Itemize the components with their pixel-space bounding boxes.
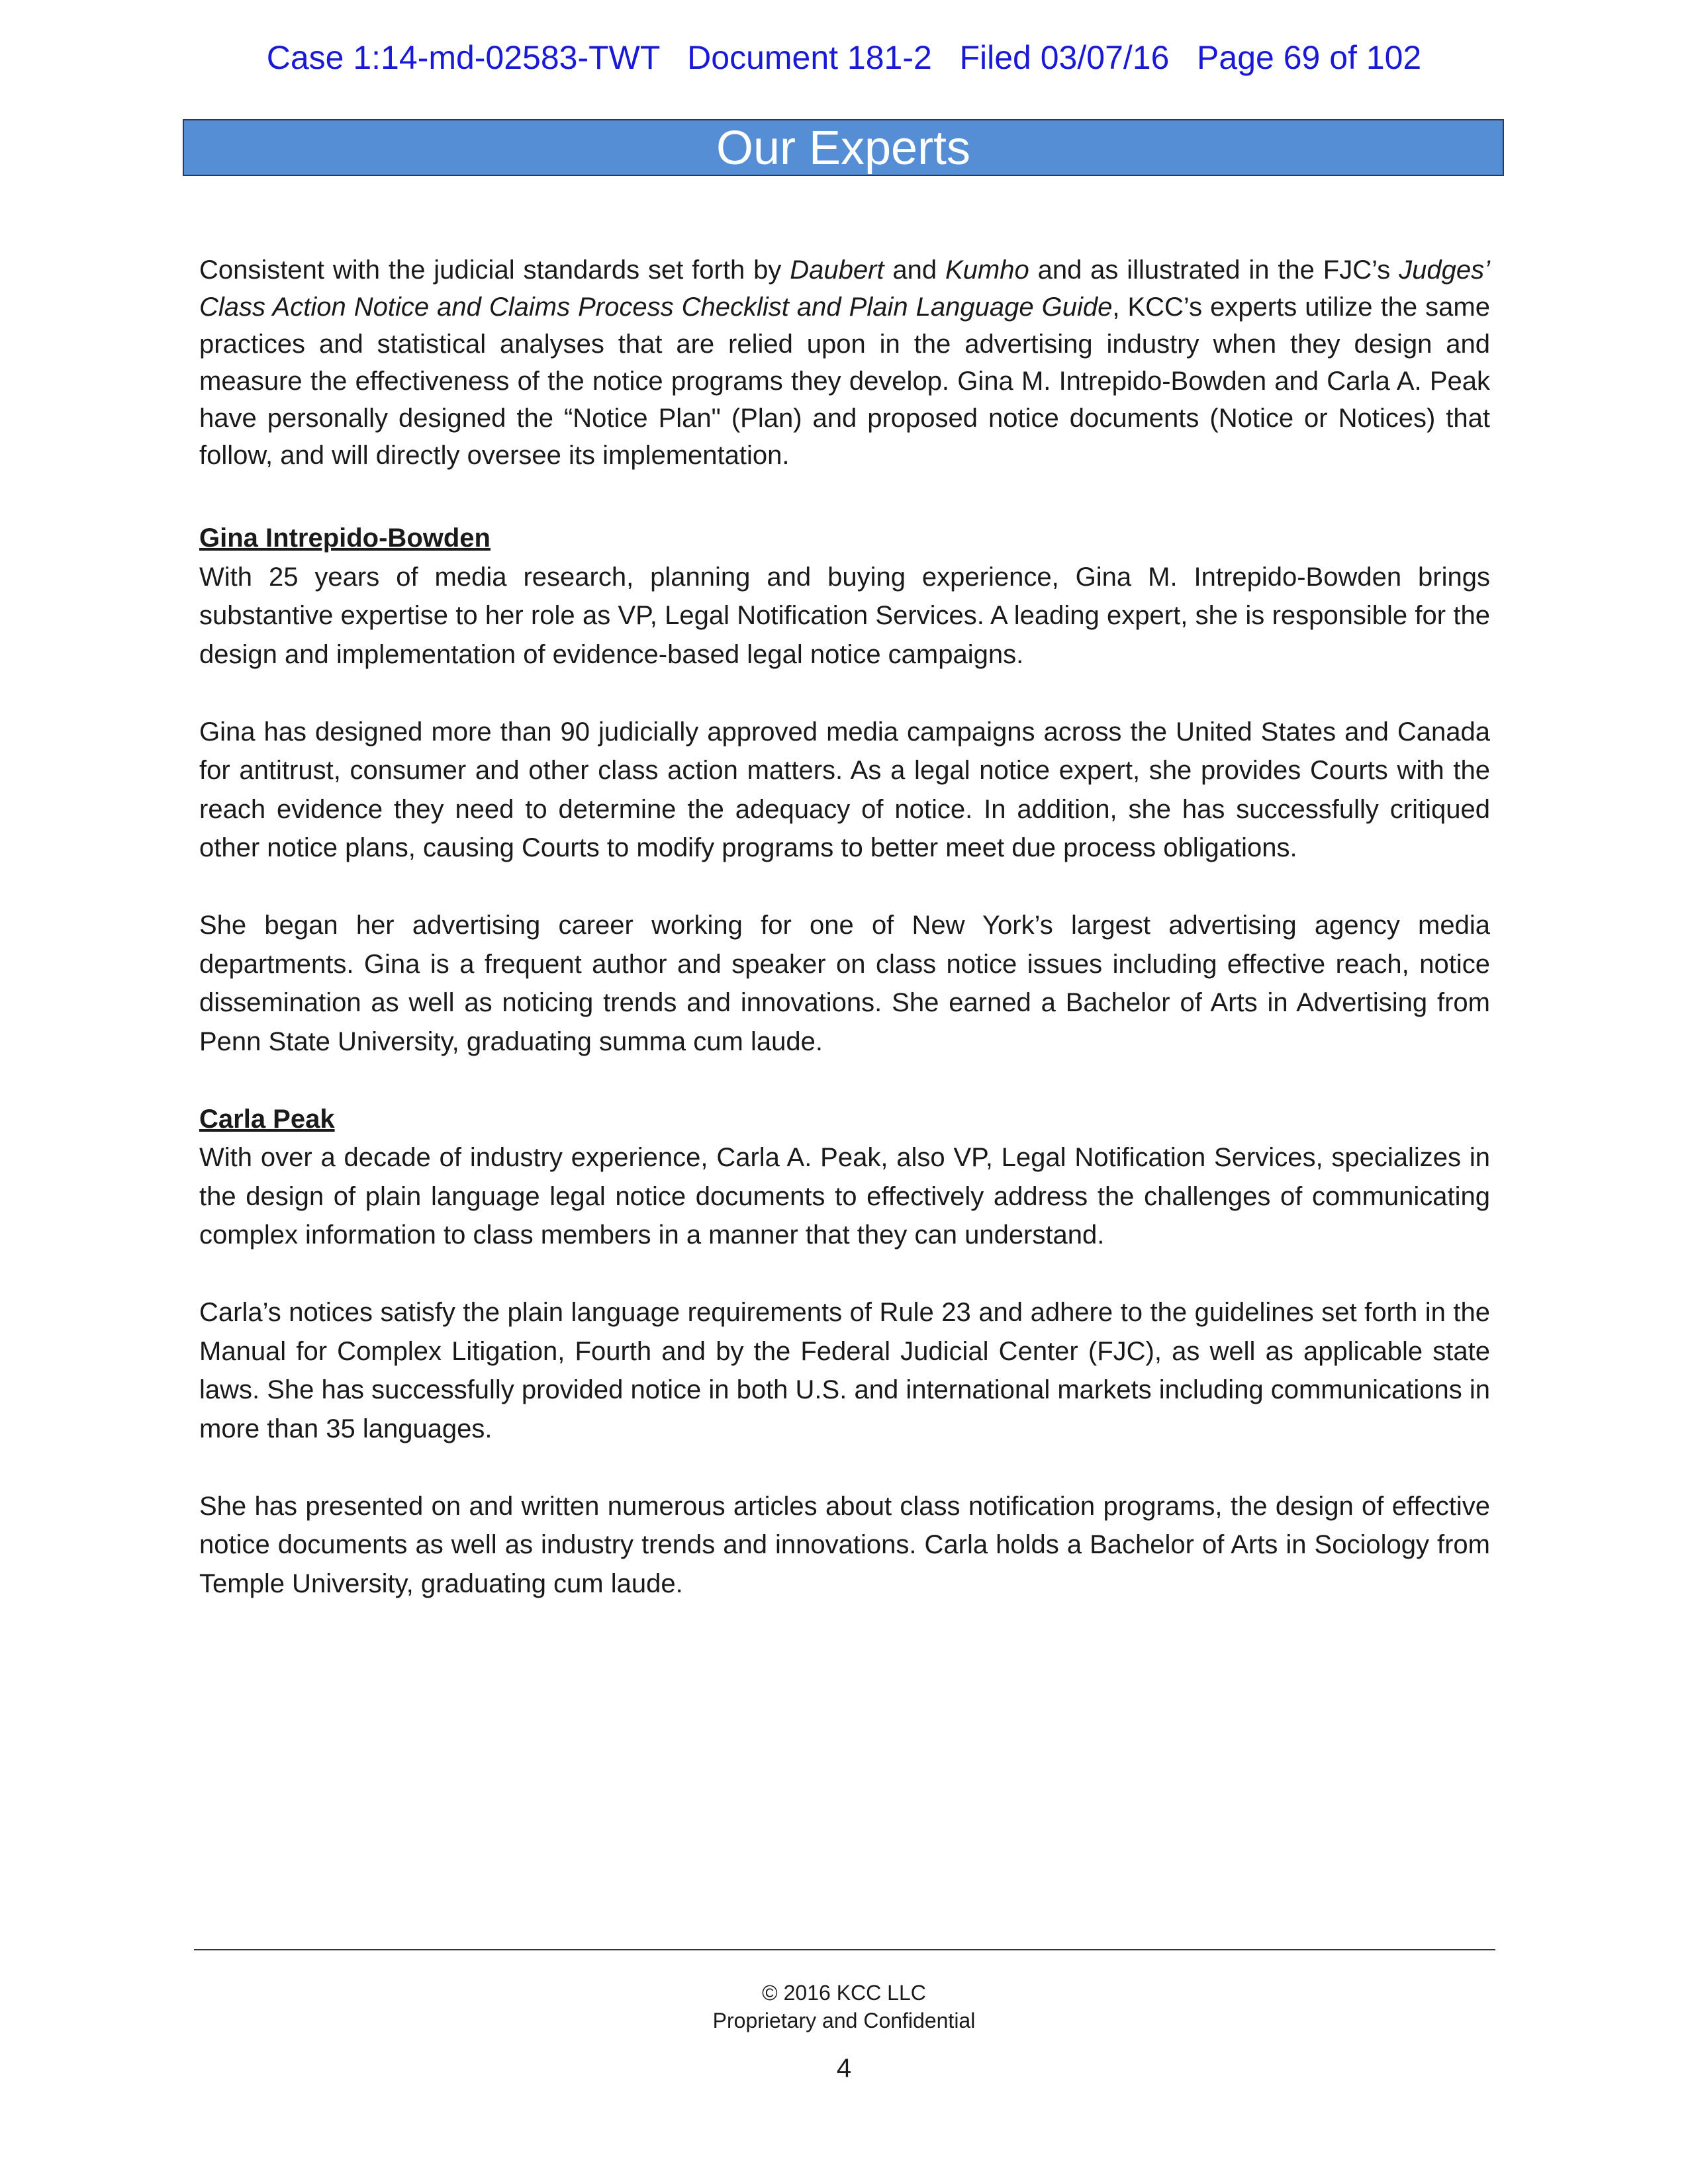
intro-case-kumho: Kumho (945, 255, 1029, 285)
footer-divider (194, 1949, 1495, 1950)
intro-guide-title: Judges’ Class Action Notice and Claims Process Checklist and Plain Language Guide (199, 255, 1490, 322)
gina-heading: Gina Intrepido-Bowden (199, 523, 491, 553)
intro-paragraph (199, 251, 1490, 474)
gina-p1-text: With 25 years of media research, planning and buying experience, Gina M. Intrepido-Bowden brings substantive expertise to her role as VP, Legal Notification Services. A leading expert, she is responsible for the design and implementation of evidence-based legal notice campaigns. (199, 562, 1490, 669)
case-header-stamp: Case 1:14-md-02583-TWT Document 181-2 Filed 03/07/16 Page 69 of 102 (266, 39, 1422, 76)
intro-text-3: and as illustrated in the FJC’s (1029, 255, 1399, 285)
gina-paragraph-1 (199, 519, 1490, 674)
intro-text-4: , KCC’s experts utilize the same practices and statistical analyses that are relied upon in the advertising industry when they design and measure the effectiveness of the notice programs they develop. Gina M. Intrepido-Bowden and Carla A. Peak have personally designed the “Notice Plan" (Plan) and proposed notice documents (Notice or Notices) that follow, and will directly oversee its implementation. (199, 293, 1490, 470)
intro-text-2: and (884, 255, 945, 285)
document-body (199, 251, 1490, 1603)
intro-case-daubert: Daubert (790, 255, 884, 285)
page-title: Our Experts (183, 119, 1504, 176)
carla-heading: Carla Peak (199, 1104, 335, 1134)
carla-p1-text: With over a decade of industry experience, Carla A. Peak, also VP, Legal Notification Services, specializes in the design of plain language legal notice documents to effectively address the challenges of communicating complex information to class members in a manner that they can understand. (199, 1143, 1490, 1250)
carla-section (199, 1100, 1490, 1604)
footer (0, 1979, 1688, 2034)
carla-paragraph-3: She has presented on and written numerous articles about class notification programs, the design of effective notice documents as well as industry trends and innovations. Carla holds a Bachelor of Arts in Sociology from Temple University, graduating cum laude. (199, 1491, 1490, 1598)
gina-paragraph-2: Gina has designed more than 90 judicially approved media campaigns across the United States and Canada for antitrust, consumer and other class action matters. As a legal notice expert, she provides Courts with the reach evidence they need to determine the adequacy of notice. In addition, she has successfully critiqued other notice plans, causing Courts to modify programs to better meet due process obligations. (199, 717, 1490, 862)
intro-text-1: Consistent with the judicial standards set forth by (199, 255, 790, 285)
gina-paragraph-3: She began her advertising career working for one of New York’s largest advertising agency media departments. Gina is a frequent author and speaker on class notice issues including effective reach, notice dissemination as well as noticing trends and innovations. She earned a Bachelor of Arts in Advertising from Penn State University, graduating summa cum laude. (199, 911, 1490, 1056)
page-number: 4 (836, 2054, 852, 2083)
carla-paragraph-1 (199, 1100, 1490, 1255)
footer-confidential: Proprietary and Confidential (712, 2009, 976, 2032)
carla-paragraph-2: Carla’s notices satisfy the plain language requirements of Rule 23 and adhere to the guidelines set forth in the Manual for Complex Litigation, Fourth and by the Federal Judicial Center (FJC), as well as applicable state laws. She has successfully provided notice in both U.S. and international markets including communications in more than 35 languages. (199, 1298, 1490, 1443)
gina-section (199, 519, 1490, 1061)
footer-copyright: © 2016 KCC LLC (762, 1981, 926, 2005)
